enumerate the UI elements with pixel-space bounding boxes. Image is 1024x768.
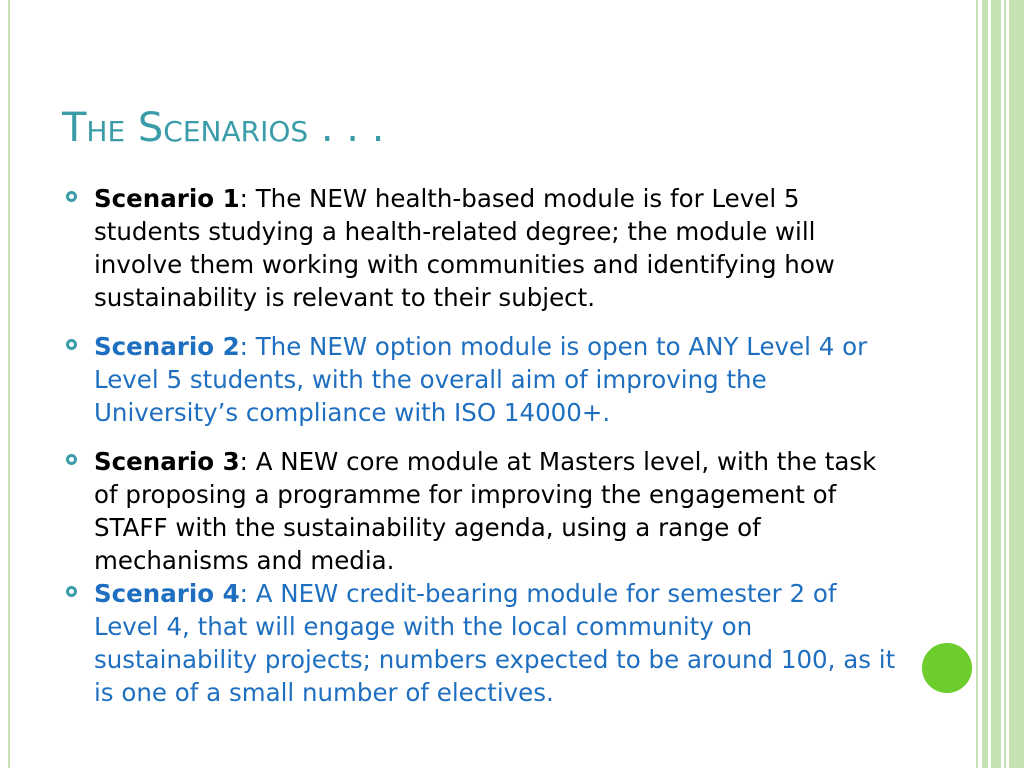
hollow-circle-bullet-icon [66,454,77,465]
scenario-lead: Scenario 1 [94,184,240,213]
scenario-text: : A NEW credit-bearing module for semester 2 of Level 4, that will engage with the local community on sustainability projects; numbers expected to be around 100, as it is one of a small number of electives. [94,579,896,707]
right-border-stripe [1009,0,1024,768]
hollow-circle-bullet-icon [66,191,77,202]
scenario-text: : The NEW option module is open to ANY Level 4 or Level 5 students, with the overall aim of improving the University’s compliance with ISO 14000+. [94,332,868,427]
right-border-stripe [991,0,1001,768]
scenario-text: : The NEW health-based module is for Level 5 students studying a health-related degree; the module will involve them working with communities and identifying how sustainability is relevant to their subject. [94,184,835,312]
right-border-stripe [982,0,988,768]
green-circle-icon [919,640,975,696]
list-item-scenario-1 [66,182,896,314]
hollow-circle-bullet-icon [66,339,77,350]
left-border-line [8,0,10,768]
right-border-stripe [976,0,978,768]
list-item-scenario-3 [66,445,896,577]
scenario-lead: Scenario 2 [94,332,240,361]
scenario-list [66,182,896,709]
slide-title: The Scenarios . . . [62,105,385,151]
scenario-lead: Scenario 4 [94,579,240,608]
right-border-stripe [1004,0,1006,768]
scenario-text: : A NEW core module at Masters level, with the task of proposing a programme for improving the engagement of STAFF with the sustainability agenda, using a range of mechanisms and media. [94,447,877,575]
list-item-scenario-2 [66,330,896,429]
list-item-scenario-4 [66,577,896,709]
scenario-lead: Scenario 3 [94,447,240,476]
hollow-circle-bullet-icon [66,586,77,597]
